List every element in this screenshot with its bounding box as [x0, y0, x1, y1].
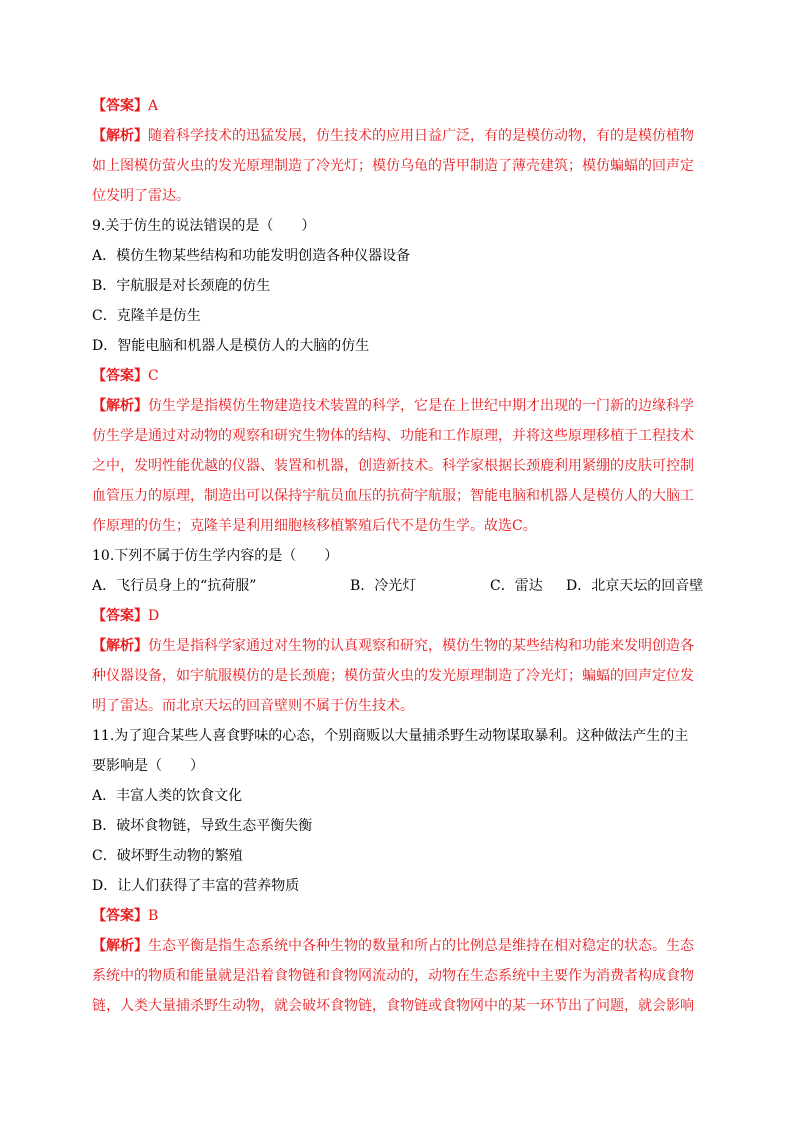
- q11-analysis-line: [92, 936, 712, 956]
- question-11-cont: 要影响是（ ）: [92, 758, 204, 774]
- q9-answer-line: [92, 366, 712, 386]
- answer-value: A: [148, 98, 159, 114]
- analysis-tag: 【解析】: [92, 128, 148, 144]
- answer-line-prev: [92, 96, 712, 116]
- q10-options-row: [92, 576, 712, 596]
- answer-tag: 【答案】: [92, 368, 148, 384]
- answer-tag: 【答案】: [92, 608, 148, 624]
- analysis-line: 位发明了雷达。: [92, 188, 190, 204]
- q9-analysis-line: 仿生学是通过对动物的观察和研究生物体的结构、功能和工作原理，并将这些原理移植于工程技术: [92, 428, 694, 444]
- question-11: 11.为了迎合某些人喜食野味的心态，个别商贩以大量捕杀野生动物谋取暴利。这种做法产生的主: [92, 728, 689, 744]
- answer-value: D: [148, 608, 160, 624]
- q9-analysis-line: 之中，发明性能优越的仪器、装置和机器，创造新技术。科学家根据长颈鹿利用紧绷的皮肤可控制: [92, 458, 694, 474]
- analysis-text: 随着科学技术的迅猛发展，仿生技术的应用日益广泛，有的是模仿动物，有的是模仿植物: [148, 128, 694, 144]
- q9-analysis-line: 血管压力的原理，制造出可以保持宇航员血压的抗荷宇航服；智能电脑和机器人是模仿人的大脑工: [92, 488, 694, 504]
- q11-option-c: C．破坏野生动物的繁殖: [92, 848, 243, 864]
- q11-option-a: A．丰富人类的饮食文化: [92, 788, 243, 804]
- answer-value: B: [148, 908, 159, 924]
- analysis-line: 如上图模仿萤火虫的发光原理制造了冷光灯；模仿乌龟的背甲制造了薄壳建筑；模仿蝙蝠的回声定: [92, 158, 694, 174]
- answer-tag: 【答案】: [92, 908, 148, 924]
- q11-option-d: D．让人们获得了丰富的营养物质: [92, 878, 300, 894]
- q9-option-c: C．克隆羊是仿生: [92, 308, 201, 324]
- q11-answer-line: [92, 906, 712, 926]
- q10-analysis-line: 明了雷达。而北京天坛的回音壁则不属于仿生技术。: [92, 698, 414, 714]
- analysis-tag: 【解析】: [92, 398, 148, 414]
- analysis-text: 仿生是指科学家通过对生物的认真观察和研究，模仿生物的某些结构和功能来发明创造各: [148, 638, 694, 654]
- q10-option-c: C．雷达: [490, 578, 543, 594]
- analysis-line: [92, 126, 712, 146]
- answer-value: C: [148, 368, 159, 384]
- analysis-tag: 【解析】: [92, 638, 148, 654]
- q11-option-b: B．破坏食物链，导致生态平衡失衡: [92, 818, 313, 834]
- question-10: 10.下列不属于仿生学内容的是（ ）: [92, 548, 339, 564]
- question-9: 9.关于仿生的说法错误的是（ ）: [92, 218, 316, 234]
- analysis-text: 生态平衡是指生态系统中各种生物的数量和所占的比例总是维持在相对稳定的状态。生态: [148, 938, 694, 954]
- answer-tag: 【答案】: [92, 98, 148, 114]
- q9-option-a: A．模仿生物某些结构和功能发明创造各种仪器设备: [92, 248, 411, 264]
- analysis-tag: 【解析】: [92, 938, 148, 954]
- q11-analysis-line: 链，人类大量捕杀野生动物，就会破坏食物链，食物链或食物网中的某一环节出了问题，就会影响: [92, 998, 694, 1014]
- q9-analysis-line: [92, 396, 712, 416]
- q11-analysis-line: 系统中的物质和能量就是沿着食物链和食物网流动的，动物在生态系统中主要作为消费者构成食物: [92, 968, 694, 984]
- q10-option-a: A．飞行员身上的“抗荷服”: [92, 578, 257, 594]
- q10-analysis-line: [92, 636, 712, 656]
- q9-option-b: B．宇航服是对长颈鹿的仿生: [92, 278, 271, 294]
- q9-analysis-line: 作原理的仿生；克隆羊是利用细胞核移植繁殖后代不是仿生学。故选C。: [92, 518, 537, 534]
- q9-option-d: D．智能电脑和机器人是模仿人的大脑的仿生: [92, 338, 370, 354]
- analysis-text: 仿生学是指模仿生物建造技术装置的科学，它是在上世纪中期才出现的一门新的边缘科学: [148, 398, 694, 414]
- q10-analysis-line: 种仪器设备，如宇航服模仿的是长颈鹿；模仿萤火虫的发光原理制造了冷光灯；蝙蝠的回声定位发: [92, 668, 694, 684]
- q10-answer-line: [92, 606, 712, 626]
- q10-option-b: B．冷光灯: [350, 578, 417, 594]
- q10-option-d: D．北京天坛的回音壁: [566, 578, 704, 594]
